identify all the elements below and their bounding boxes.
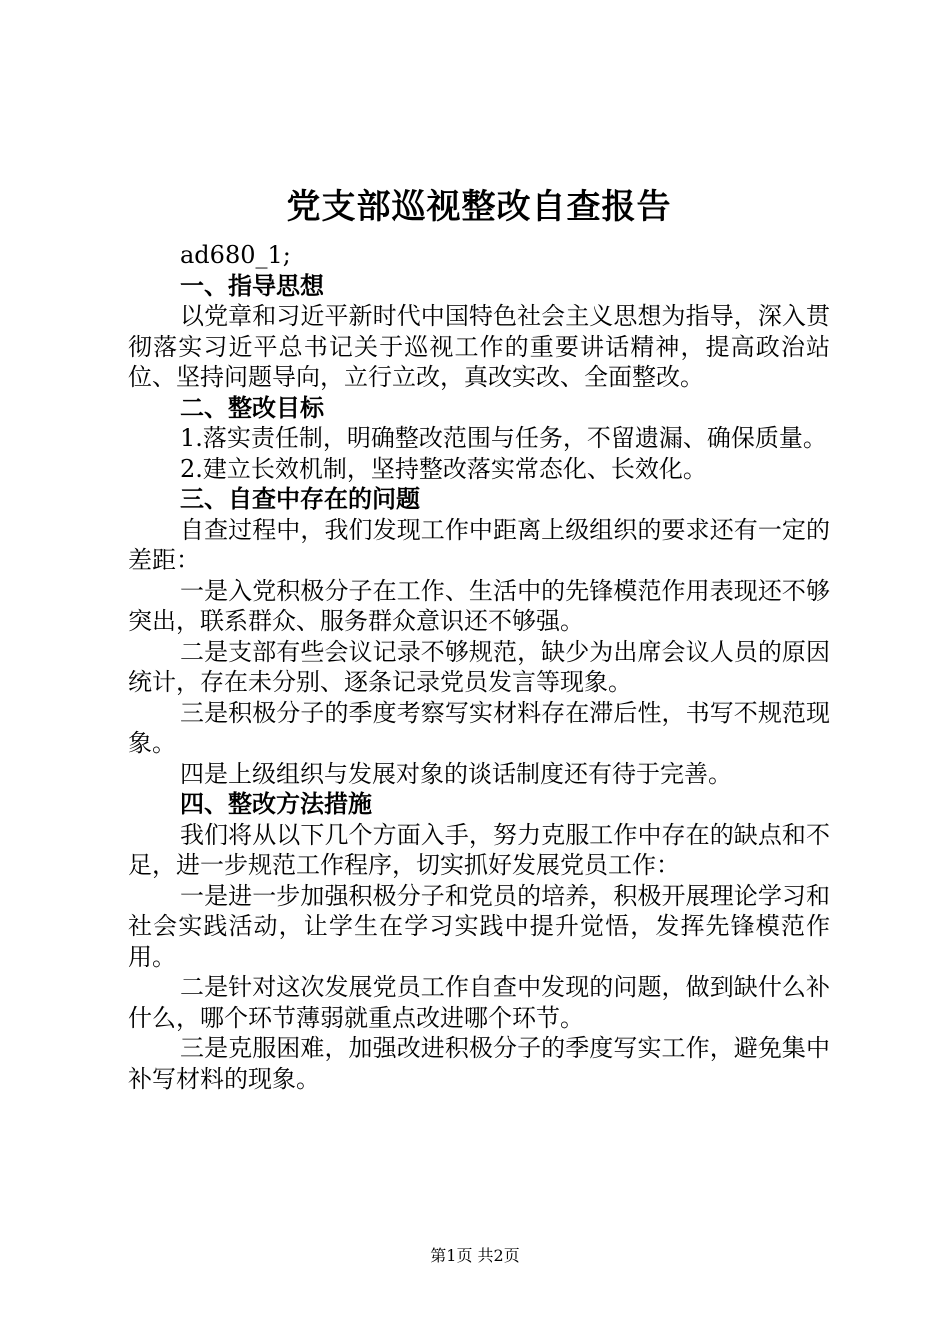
- paragraph: 三是积极分子的季度考察写实材料存在滞后性，书写不规范现象。: [128, 698, 830, 757]
- section-rectification-goals: [128, 393, 830, 485]
- paragraph: 四是上级组织与发展对象的谈话制度还有待于完善。: [180, 759, 732, 788]
- paragraph: 三是克服困难，加强改进积极分子的季度写实工作，避免集中补写材料的现象。: [128, 1034, 830, 1093]
- paragraph: 二是针对这次发展党员工作自查中发现的问题，做到缺什么补什么，哪个环节薄弱就重点改进哪个环节。: [128, 973, 830, 1032]
- paragraph: 二是支部有些会议记录不够规范，缺少为出席会议人员的原因统计，存在未分别、逐条记录党员发言等现象。: [128, 637, 830, 696]
- section-heading: 四、整改方法措施: [180, 789, 372, 818]
- section-self-check-problems: [128, 484, 830, 789]
- document-code: ad680_1;: [180, 241, 291, 269]
- paragraph: 1.落实责任制，明确整改范围与任务，不留遗漏、确保质量。: [180, 424, 827, 452]
- page-footer: 第1页 共2页: [430, 1246, 520, 1265]
- paragraph: 一是进一步加强积极分子和党员的培养，积极开展理论学习和社会实践活动，让学生在学习实践中提升觉悟，发挥先锋模范作用。: [128, 881, 830, 971]
- document-page: [128, 180, 830, 1094]
- paragraph: 以党章和习近平新时代中国特色社会主义思想为指导，深入贯彻落实习近平总书记关于巡视工作的重要讲话精神，提高政治站位、坚持问题导向，立行立改，真改实改、全面整改。: [128, 302, 830, 391]
- section-guiding-ideology: [128, 271, 830, 393]
- paragraph: 一是入党积极分子在工作、生活中的先锋模范作用表现还不够突出，联系群众、服务群众意识还不够强。: [128, 576, 830, 635]
- section-rectification-measures: [128, 789, 830, 1094]
- document-title: 党支部巡视整改自查报告: [286, 187, 672, 227]
- paragraph: 2.建立长效机制，坚持整改落实常态化、长效化。: [180, 454, 707, 483]
- section-heading: 一、指导思想: [180, 270, 324, 300]
- section-heading: 三、自查中存在的问题: [180, 484, 420, 513]
- section-heading: 二、整改目标: [180, 392, 324, 422]
- paragraph: 自查过程中，我们发现工作中距离上级组织的要求还有一定的差距：: [128, 515, 830, 574]
- paragraph: 我们将从以下几个方面入手，努力克服工作中存在的缺点和不足，进一步规范工作程序，切实抓好发展党员工作：: [128, 820, 830, 879]
